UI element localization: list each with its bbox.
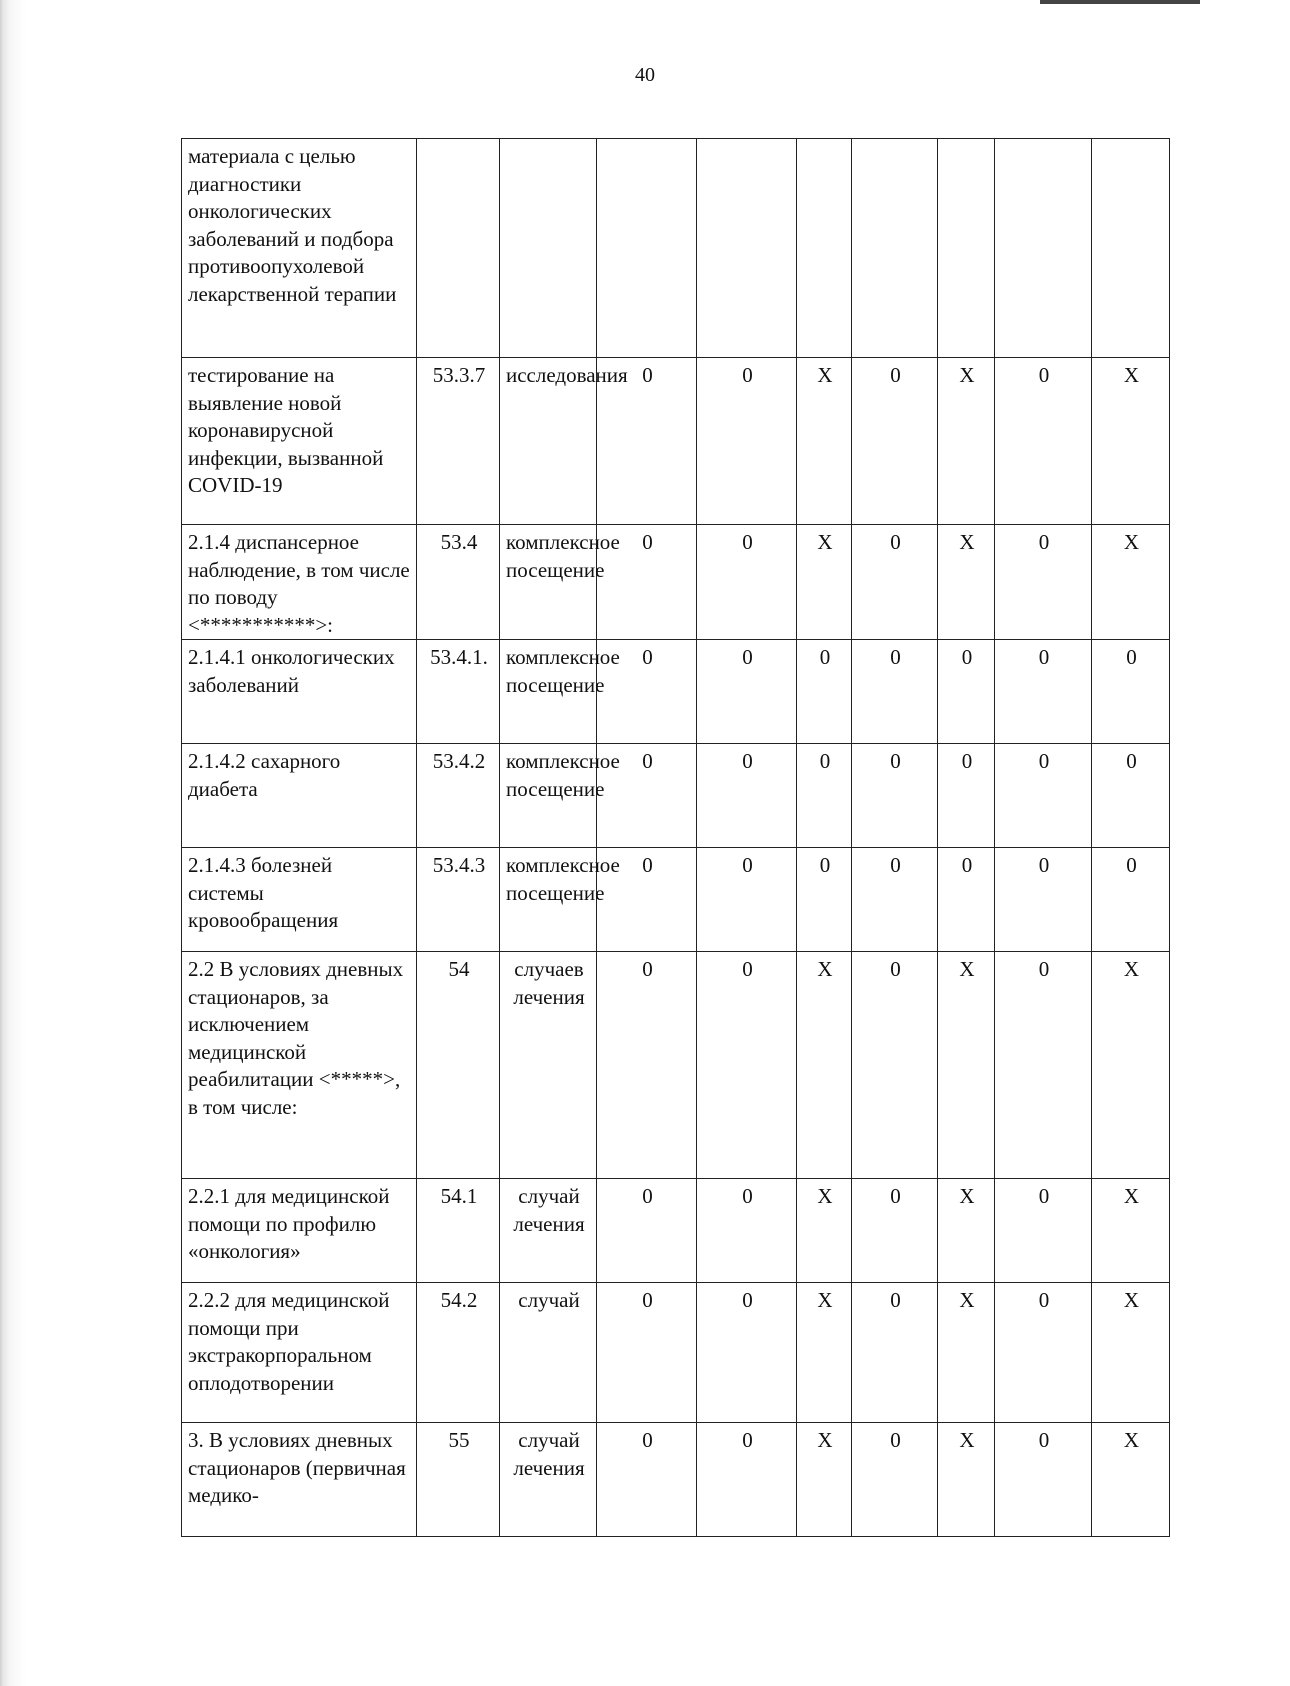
value-cell: 0 (697, 1423, 797, 1537)
value-cell: 0 (1092, 640, 1170, 744)
value-cell: 0 (697, 848, 797, 952)
value-cell: 0 (852, 952, 938, 1179)
row-description: 2.2.1 для медицинской помощи по профилю «онкология» (182, 1179, 417, 1283)
value-cell: 0 (995, 1283, 1092, 1423)
row-description: 2.1.4.2 сахарного диабета (182, 744, 417, 848)
table-body (182, 139, 1170, 1537)
scan-edge-shadow (0, 0, 26, 1686)
value-cell: 0 (697, 358, 797, 525)
row-unit: комплексное посещение (500, 525, 597, 640)
table-row (182, 358, 1170, 525)
value-cell: 0 (852, 848, 938, 952)
value-cell: 0 (852, 525, 938, 640)
value-cell: X (1092, 525, 1170, 640)
value-cell: 0 (697, 1283, 797, 1423)
value-cell: 0 (597, 358, 697, 525)
row-description: 2.2.2 для медицинской помощи при экстракорпоральном оплодотворении (182, 1283, 417, 1423)
table-row (182, 1283, 1170, 1423)
data-table (181, 138, 1170, 1537)
row-description: 2.1.4.3 болезней системы кровообращения (182, 848, 417, 952)
value-cell: X (938, 525, 995, 640)
row-unit: случай лечения (500, 1423, 597, 1537)
row-description: 2.1.4 диспансерное наблюдение, в том числе по поводу <***********>: (182, 525, 417, 640)
value-cell: X (797, 1283, 852, 1423)
row-code: 53.4 (417, 525, 500, 640)
row-description: тестирование на выявление новой коронавирусной инфекции, вызванной COVID-19 (182, 358, 417, 525)
row-code: 53.4.2 (417, 744, 500, 848)
value-cell: 0 (797, 640, 852, 744)
value-cell: X (797, 952, 852, 1179)
row-code: 55 (417, 1423, 500, 1537)
row-unit: исследования (500, 358, 597, 525)
table-row (182, 1179, 1170, 1283)
row-code: 53.4.3 (417, 848, 500, 952)
value-cell: 0 (938, 744, 995, 848)
table-row (182, 744, 1170, 848)
row-code (417, 139, 500, 358)
value-cell: 0 (597, 640, 697, 744)
value-cell: 0 (597, 744, 697, 848)
value-cell: 0 (697, 1179, 797, 1283)
value-cell: X (938, 952, 995, 1179)
table-row (182, 1423, 1170, 1537)
value-cell (697, 139, 797, 358)
value-cell: X (797, 358, 852, 525)
row-description: 3. В условиях дневных стационаров (первичная медико- (182, 1423, 417, 1537)
value-cell: 0 (797, 744, 852, 848)
value-cell: 0 (995, 952, 1092, 1179)
table-row (182, 139, 1170, 358)
value-cell (1092, 139, 1170, 358)
value-cell: X (797, 1423, 852, 1537)
value-cell: 0 (697, 640, 797, 744)
value-cell: 0 (995, 358, 1092, 525)
row-description: 2.1.4.1 онкологических заболеваний (182, 640, 417, 744)
page-number: 40 (635, 64, 655, 86)
value-cell: 0 (597, 952, 697, 1179)
row-unit: комплексное посещение (500, 848, 597, 952)
row-code: 54 (417, 952, 500, 1179)
value-cell: 0 (938, 640, 995, 744)
value-cell: X (797, 1179, 852, 1283)
value-cell: X (938, 1423, 995, 1537)
row-unit (500, 139, 597, 358)
row-code: 53.4.1. (417, 640, 500, 744)
value-cell: 0 (995, 848, 1092, 952)
row-description: материала с целью диагностики онкологических заболеваний и подбора противоопухолевой лекарственной терапии (182, 139, 417, 358)
value-cell: X (1092, 1283, 1170, 1423)
value-cell: 0 (597, 1423, 697, 1537)
value-cell: 0 (995, 744, 1092, 848)
value-cell: 0 (852, 1179, 938, 1283)
value-cell (597, 139, 697, 358)
value-cell: X (1092, 952, 1170, 1179)
value-cell: X (1092, 1179, 1170, 1283)
value-cell (995, 139, 1092, 358)
value-cell: 0 (995, 1423, 1092, 1537)
value-cell (938, 139, 995, 358)
value-cell: X (938, 358, 995, 525)
row-unit: комплексное посещение (500, 640, 597, 744)
table-row (182, 525, 1170, 640)
value-cell: 0 (852, 1283, 938, 1423)
value-cell (797, 139, 852, 358)
value-cell: 0 (1092, 744, 1170, 848)
value-cell: 0 (797, 848, 852, 952)
table-row (182, 640, 1170, 744)
row-unit: случаев лечения (500, 952, 597, 1179)
row-unit: комплексное посещение (500, 744, 597, 848)
value-cell: 0 (852, 1423, 938, 1537)
value-cell: 0 (1092, 848, 1170, 952)
value-cell: 0 (852, 640, 938, 744)
table-row (182, 952, 1170, 1179)
table-row (182, 848, 1170, 952)
value-cell: 0 (995, 1179, 1092, 1283)
value-cell: 0 (697, 525, 797, 640)
value-cell: 0 (697, 952, 797, 1179)
value-cell: 0 (995, 640, 1092, 744)
row-unit: случай лечения (500, 1179, 597, 1283)
row-unit: случай (500, 1283, 597, 1423)
value-cell (852, 139, 938, 358)
row-code: 53.3.7 (417, 358, 500, 525)
top-rule (1040, 0, 1200, 4)
value-cell: 0 (597, 1283, 697, 1423)
value-cell: X (797, 525, 852, 640)
value-cell: X (938, 1179, 995, 1283)
value-cell: 0 (852, 744, 938, 848)
value-cell: 0 (597, 1179, 697, 1283)
row-code: 54.2 (417, 1283, 500, 1423)
value-cell: 0 (597, 525, 697, 640)
value-cell: 0 (852, 358, 938, 525)
value-cell: 0 (597, 848, 697, 952)
value-cell: X (1092, 358, 1170, 525)
value-cell: 0 (697, 744, 797, 848)
value-cell: X (938, 1283, 995, 1423)
value-cell: 0 (938, 848, 995, 952)
row-code: 54.1 (417, 1179, 500, 1283)
value-cell: 0 (995, 525, 1092, 640)
value-cell: X (1092, 1423, 1170, 1537)
row-description: 2.2 В условиях дневных стационаров, за исключением медицинской реабилитации <*****>, в том числе: (182, 952, 417, 1179)
